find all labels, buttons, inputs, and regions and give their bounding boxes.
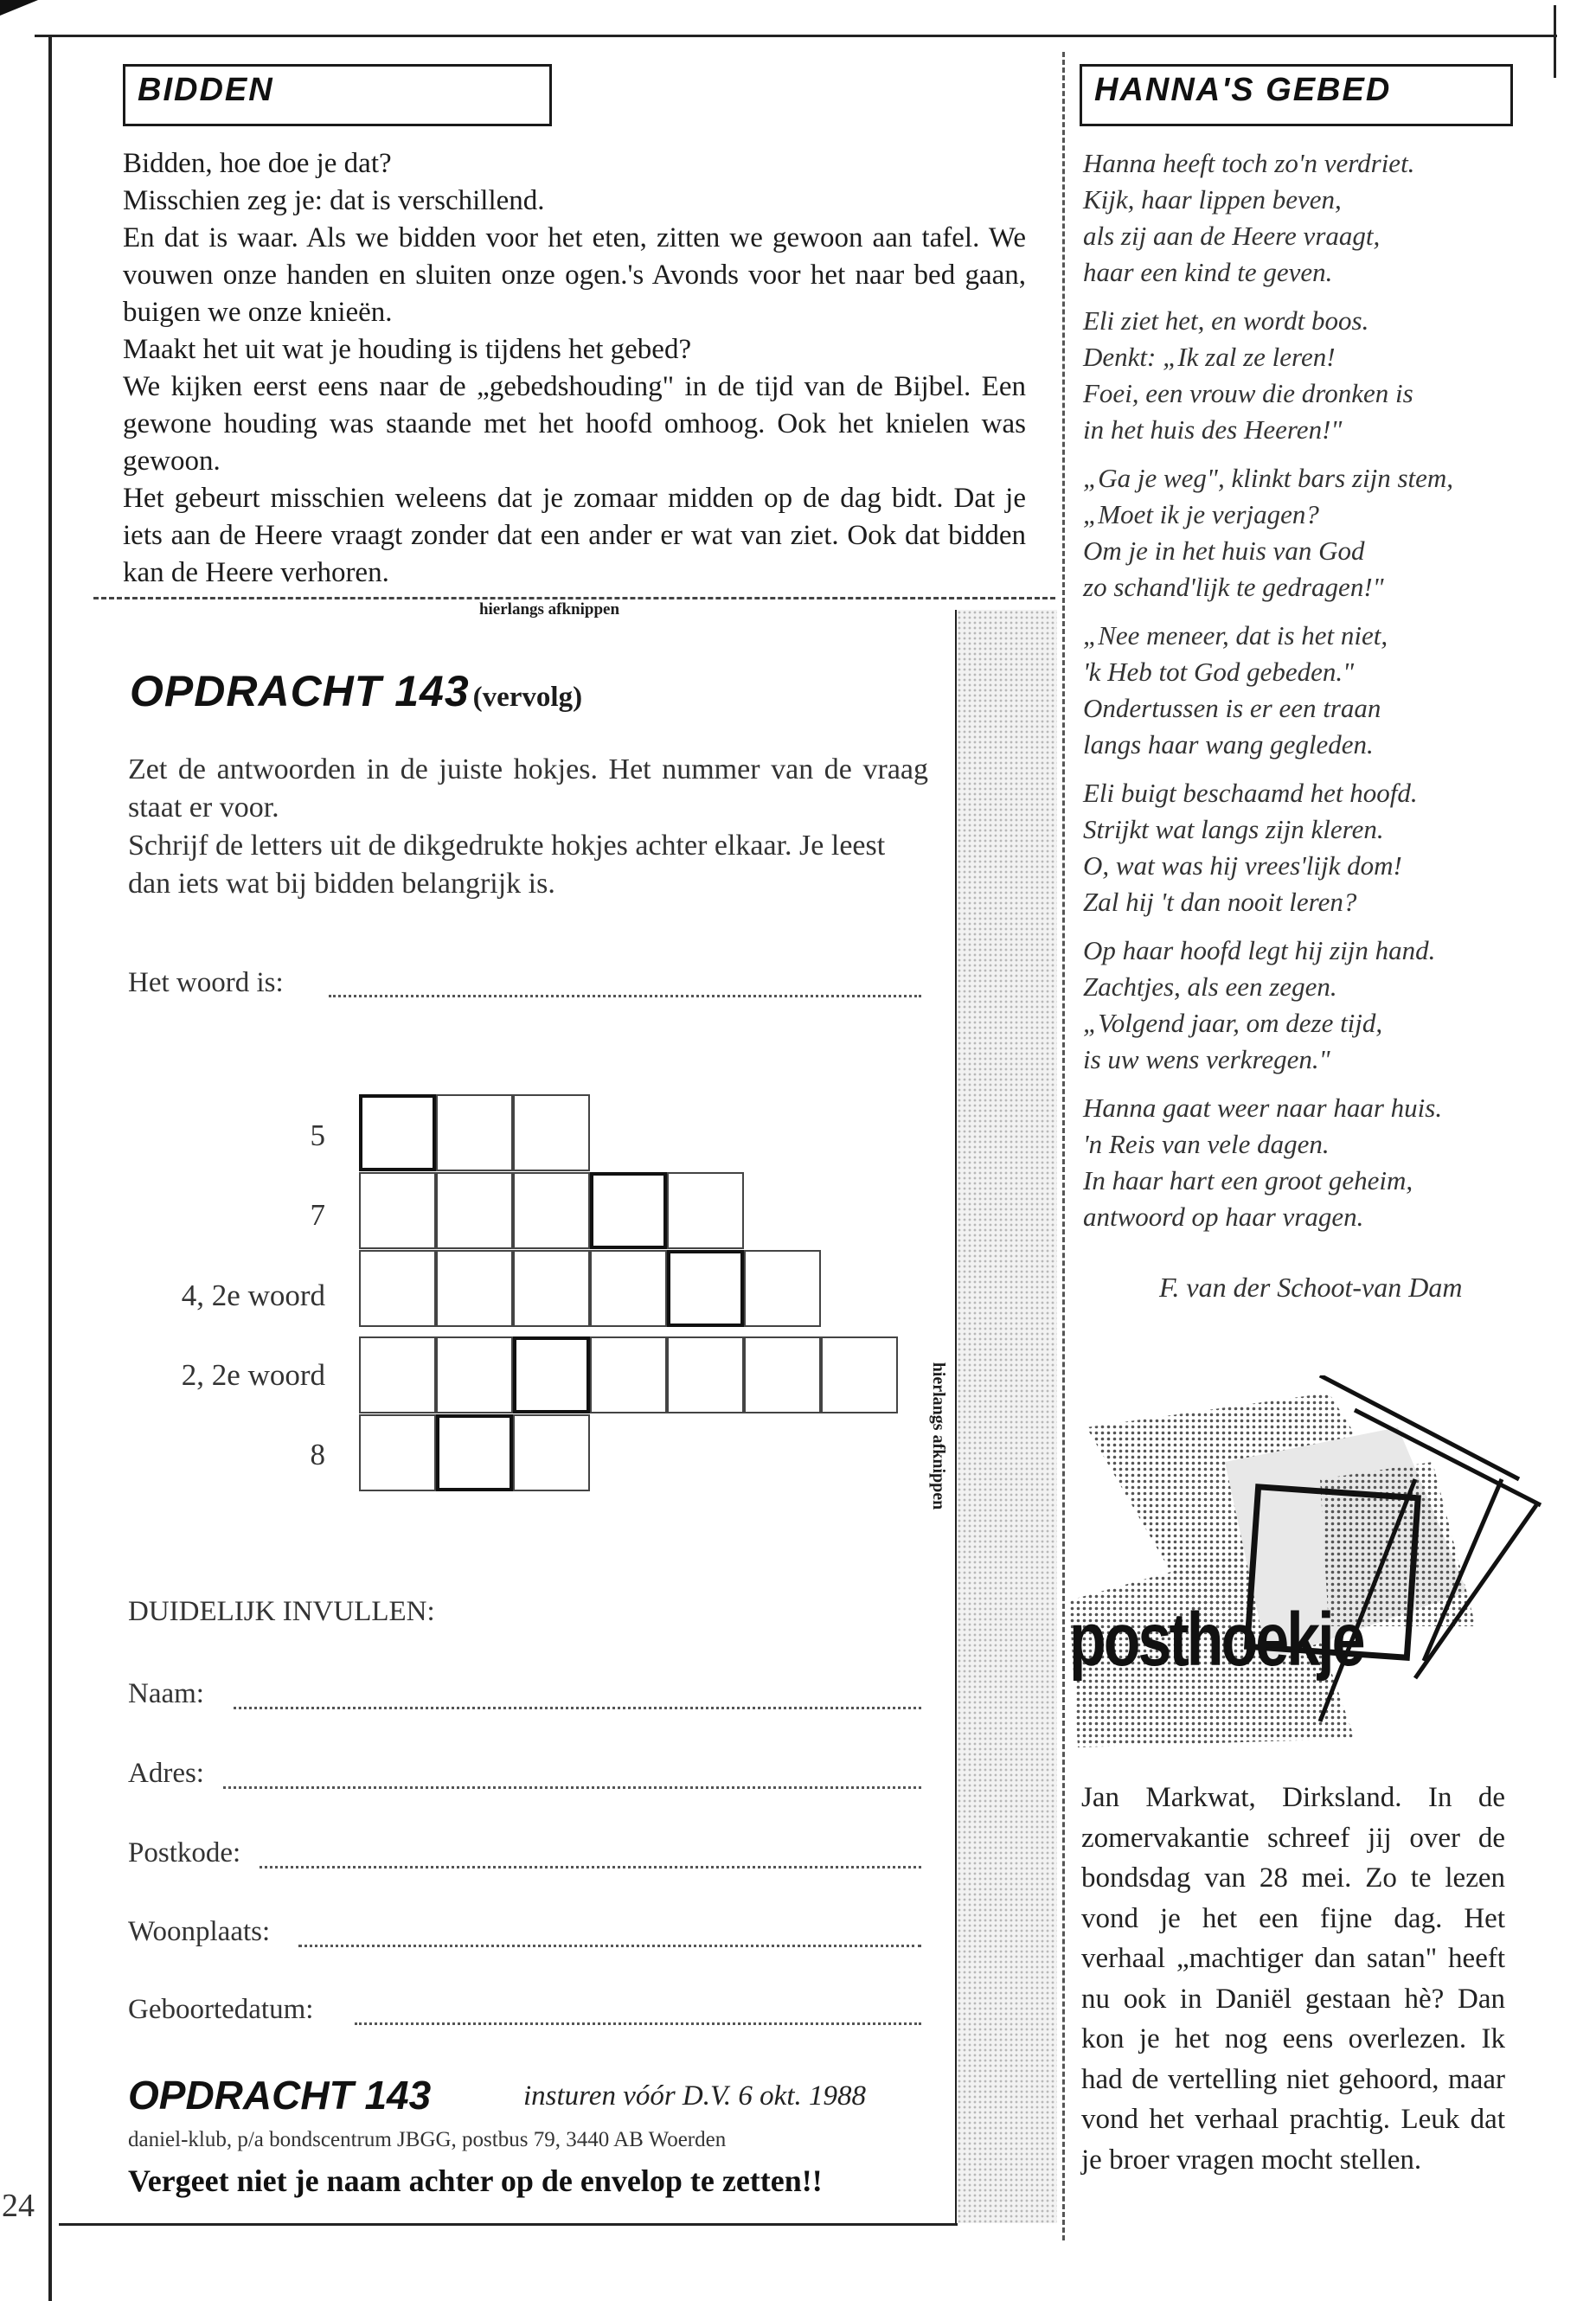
form-heading: DUIDELIJK INVULLEN: bbox=[128, 1596, 435, 1627]
footer-title: OPDRACHT 143 bbox=[128, 2073, 432, 2118]
posthoekje-paragraph: Jan Markwat, Dirksland. In de zomervakantie schreef jij over de bondsdag van 28 mei. Zo te lezen vond je het een fijne dag. Het verhaal „machtiger dan satan" heeft nu ook in Daniël gestaan hè? Dan kon je het nog eens overlezen. Ik had de vertelling niet gehoord, maar vond het verhaal prachtig. Leuk dat je broer vragen mocht stellen. bbox=[1081, 1782, 1505, 2176]
opdracht-title-text: OPDRACHT 143 bbox=[130, 667, 470, 715]
bidden-heading: BIDDEN bbox=[138, 72, 274, 108]
poem-line: Denkt: „Ik zal ze leren! bbox=[1083, 342, 1336, 372]
grid-cell[interactable] bbox=[513, 1336, 590, 1413]
bidden-heading-box bbox=[123, 64, 552, 126]
poem-line: Hanna gaat weer naar haar huis. bbox=[1083, 1093, 1443, 1123]
opdracht-suffix: (vervolg) bbox=[472, 682, 583, 713]
poem-stanza bbox=[1083, 618, 1533, 763]
poem-line: Zal hij 't dan nooit leren? bbox=[1083, 887, 1357, 917]
poem-line: Kijk, haar lippen beven, bbox=[1083, 184, 1342, 215]
poem bbox=[1083, 145, 1533, 1247]
left-rule bbox=[48, 35, 52, 2301]
poem-line: 'k Heb tot God gebeden." bbox=[1083, 657, 1355, 687]
grid-cell[interactable] bbox=[436, 1172, 513, 1249]
form-field-label: Woonplaats: bbox=[128, 1916, 271, 1947]
form-field-label: Naam: bbox=[128, 1678, 204, 1709]
right-rule bbox=[1554, 5, 1556, 78]
grid-cell[interactable] bbox=[513, 1250, 590, 1327]
poem-line: „Moet ik je verjagen? bbox=[1083, 499, 1319, 529]
grid-cell[interactable] bbox=[359, 1414, 436, 1491]
grid-cell[interactable] bbox=[436, 1094, 513, 1171]
grid-cell[interactable] bbox=[436, 1336, 513, 1413]
grid-cell[interactable] bbox=[513, 1172, 590, 1249]
grid-cell[interactable] bbox=[590, 1172, 667, 1249]
cut-line[interactable] bbox=[93, 597, 1055, 599]
poem-line: O, wat was hij vrees'lijk dom! bbox=[1083, 850, 1402, 881]
poem-line: in het huis des Heeren!" bbox=[1083, 414, 1343, 445]
grid-cell[interactable] bbox=[590, 1250, 667, 1327]
poem-stanza bbox=[1083, 303, 1533, 448]
poem-author: F. van der Schoot-van Dam bbox=[1159, 1272, 1463, 1303]
posthoekje-logo-text: posthoekje bbox=[1069, 1597, 1363, 1682]
poem-line: Op haar hoofd legt hij zijn hand. bbox=[1083, 935, 1436, 965]
grid-cell[interactable] bbox=[667, 1250, 744, 1327]
bidden-paragraph: We kijken eerst eens naar de „gebedshouding" in de tijd van de Bijbel. Een gewone houding was staande met het hoofd omhoog. Ook het knielen was gewoon. bbox=[123, 371, 1026, 477]
dotted-strip bbox=[957, 610, 1057, 2223]
grid-cell[interactable] bbox=[513, 1414, 590, 1491]
bidden-paragraph: En dat is waar. Als we bidden voor het eten, zitten we gewoon aan tafel. We vouwen onze handen en sluiten onze ogen.'s Avonds voor het naar bed gaan, buigen we onze knieën. bbox=[123, 222, 1026, 328]
word-answer-line[interactable] bbox=[329, 995, 921, 997]
poem-line: In haar hart een groot geheim, bbox=[1083, 1165, 1413, 1195]
poem-heading-box bbox=[1080, 64, 1513, 126]
corner-mark bbox=[0, 0, 38, 16]
poem-heading: HANNA'S GEBED bbox=[1094, 72, 1392, 108]
grid-label: 5 bbox=[310, 1118, 325, 1152]
birthdate-field[interactable] bbox=[355, 2022, 921, 2025]
column-divider bbox=[1062, 52, 1065, 2240]
grid-cell[interactable] bbox=[667, 1336, 744, 1413]
posthoekje-text bbox=[1081, 1778, 1505, 2180]
poem-line: zo schand'lijk te gedragen!" bbox=[1083, 572, 1384, 602]
grid-cell[interactable] bbox=[590, 1336, 667, 1413]
footer-reminder: Vergeet niet je naam achter op de envelop te zetten!! bbox=[128, 2163, 823, 2198]
footer-address: daniel-klub, p/a bondscentrum JBGG, postbus 79, 3440 AB Woerden bbox=[128, 2128, 727, 2151]
word-label: Het woord is: bbox=[128, 967, 284, 998]
poem-line: „Ga je weg", klinkt bars zijn stem, bbox=[1083, 463, 1454, 493]
poem-stanza bbox=[1083, 775, 1533, 920]
opdracht-instructions bbox=[128, 751, 928, 903]
bidden-paragraph: Bidden, hoe doe je dat? bbox=[123, 148, 392, 179]
form-field-label: Geboortedatum: bbox=[128, 1994, 314, 2025]
grid-label: 8 bbox=[310, 1438, 325, 1471]
posthoekje-logo bbox=[1069, 1375, 1550, 1756]
page-number: 24 bbox=[2, 2188, 35, 2224]
grid-cell[interactable] bbox=[513, 1094, 590, 1171]
poem-line: „Volgend jaar, om deze tijd, bbox=[1083, 1008, 1383, 1038]
poem-stanza bbox=[1083, 460, 1533, 606]
bidden-text bbox=[123, 145, 1026, 592]
bidden-paragraph: Misschien zeg je: dat is verschillend. bbox=[123, 185, 545, 216]
poem-line: Hanna heeft toch zo'n verdriet. bbox=[1083, 148, 1415, 178]
grid-label: 2, 2e woord bbox=[181, 1358, 325, 1392]
poem-line: als zij aan de Heere vraagt, bbox=[1083, 221, 1381, 251]
grid-cell[interactable] bbox=[359, 1336, 436, 1413]
grid-label: 4, 2e woord bbox=[181, 1279, 325, 1312]
top-rule bbox=[35, 35, 1557, 37]
poem-line: is uw wens verkregen." bbox=[1083, 1044, 1330, 1074]
grid-cell[interactable] bbox=[821, 1336, 898, 1413]
grid-cell[interactable] bbox=[667, 1172, 744, 1249]
cut-label-vertical: hierlangs afknippen bbox=[929, 1362, 948, 1510]
cut-label: hierlangs afknippen bbox=[407, 600, 692, 619]
name-field[interactable] bbox=[234, 1707, 921, 1709]
poem-line: „Nee meneer, dat is het niet, bbox=[1083, 620, 1388, 651]
footer-deadline: insturen vóór D.V. 6 okt. 1988 bbox=[523, 2080, 866, 2112]
grid-cell[interactable] bbox=[744, 1250, 821, 1327]
envelope-graphic bbox=[1069, 1375, 1550, 1756]
poem-line: Zachtjes, als een zegen. bbox=[1083, 971, 1337, 1002]
bidden-paragraph: Het gebeurt misschien weleens dat je zomaar midden op de dag bidt. Dat je iets aan de Heere vraagt zonder dat een ander er wat van ziet. Ook dat bidden kan de Heere verhoren. bbox=[123, 483, 1026, 588]
form-field-label: Postkode: bbox=[128, 1837, 241, 1868]
poem-line: Eli buigt beschaamd het hoofd. bbox=[1083, 778, 1418, 808]
poem-line: Eli ziet het, en wordt boos. bbox=[1083, 305, 1369, 336]
form-field-label: Adres: bbox=[128, 1758, 204, 1789]
grid-cell[interactable] bbox=[436, 1250, 513, 1327]
instruction-paragraph: Schrijf de letters uit de dikgedrukte hokjes achter elkaar. Je leest dan iets wat bij bidden belangrijk is. bbox=[128, 830, 886, 900]
poem-line: Ondertussen is er een traan bbox=[1083, 693, 1381, 723]
poem-line: antwoord op haar vragen. bbox=[1083, 1202, 1364, 1232]
grid-cell[interactable] bbox=[359, 1172, 436, 1249]
poem-line: Strijkt wat langs zijn kleren. bbox=[1083, 814, 1384, 844]
poem-line: Om je in het huis van God bbox=[1083, 535, 1365, 566]
poem-line: Foei, een vrouw die dronken is bbox=[1083, 378, 1413, 408]
grid-cell[interactable] bbox=[359, 1094, 436, 1171]
opdracht-title bbox=[130, 666, 582, 716]
poem-stanza bbox=[1083, 145, 1533, 291]
grid-label: 7 bbox=[310, 1198, 325, 1232]
address-field[interactable] bbox=[223, 1786, 921, 1789]
poem-stanza bbox=[1083, 1090, 1533, 1235]
poem-line: haar een kind te geven. bbox=[1083, 257, 1333, 287]
grid-cell[interactable] bbox=[744, 1336, 821, 1413]
instruction-paragraph: Zet de antwoorden in de juiste hokjes. Het nummer van de vraag staat er voor. bbox=[128, 753, 928, 824]
poem-line: langs haar wang gegleden. bbox=[1083, 729, 1374, 760]
postcode-field[interactable] bbox=[260, 1866, 921, 1868]
grid-cell[interactable] bbox=[359, 1250, 436, 1327]
bidden-paragraph: Maakt het uit wat je houding is tijdens het gebed? bbox=[123, 334, 692, 365]
poem-stanza bbox=[1083, 933, 1533, 1078]
city-field[interactable] bbox=[298, 1945, 921, 1947]
poem-line: 'n Reis van vele dagen. bbox=[1083, 1129, 1330, 1159]
grid-cell[interactable] bbox=[436, 1414, 513, 1491]
